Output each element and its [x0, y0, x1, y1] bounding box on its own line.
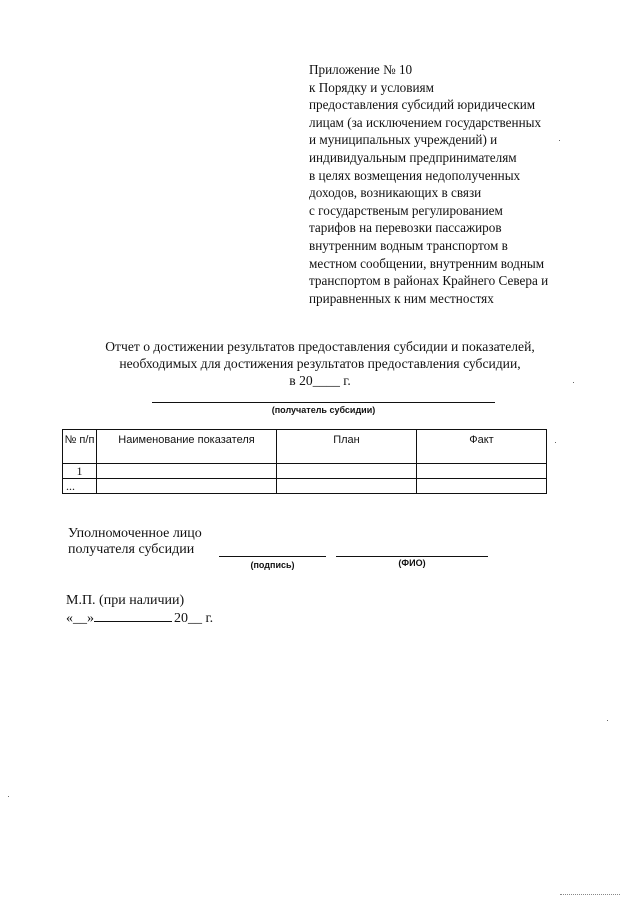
seal-label: М.П. (при наличии) — [66, 593, 185, 608]
recipient-caption: (получатель субсидии) — [271, 405, 376, 415]
scan-edge-mark — [560, 894, 620, 895]
authorized-person-line-2: получателя субсидии — [68, 542, 195, 558]
table-cell — [417, 479, 547, 494]
authorized-person-label — [68, 526, 202, 559]
report-title — [40, 338, 600, 390]
appendix-line: доходов, возникающих в связи — [309, 185, 482, 201]
table-cell — [277, 479, 417, 494]
table-cell — [97, 464, 277, 479]
appendix-line: местном сообщении, внутренним водным — [309, 255, 545, 271]
name-caption: (ФИО) — [398, 558, 426, 568]
appendix-line: внутренним водным транспортом в — [309, 237, 508, 253]
report-title-line-2: необходимых для достижения результатов предоставления субсидии, — [119, 356, 521, 372]
signature-caption: (подпись) — [250, 560, 295, 570]
signature-blank-line — [219, 556, 326, 557]
table-header-row — [63, 430, 547, 464]
table-cell — [277, 464, 417, 479]
table-row — [63, 464, 547, 479]
appendix-line: предоставления субсидий юридическим — [309, 97, 536, 113]
table-cell — [97, 479, 277, 494]
scan-speck — [555, 442, 556, 443]
appendix-line: транспортом в районах Крайнего Севера и — [309, 273, 549, 289]
table-cell: ... — [63, 479, 97, 494]
scan-speck — [559, 140, 560, 141]
date-month-blank — [94, 609, 172, 622]
appendix-line: к Порядку и условиям — [309, 79, 434, 95]
table-cell — [417, 464, 547, 479]
date-year: 20__ г. — [174, 611, 214, 626]
appendix-header — [309, 61, 609, 307]
indicators-table — [62, 429, 547, 494]
scan-speck — [607, 720, 608, 721]
recipient-blank-line — [152, 402, 495, 403]
table-cell: 1 — [63, 464, 97, 479]
authorized-person-line-1: Уполномоченное лицо — [68, 526, 202, 541]
appendix-line: с государственым регулированием — [309, 202, 503, 218]
appendix-line: индивидуальным предпринимателям — [309, 149, 517, 165]
seal-block — [66, 592, 213, 627]
scan-speck — [573, 382, 574, 383]
appendix-line: приравненных к ним местностях — [309, 290, 494, 306]
appendix-line: в целях возмещения недополученных — [309, 167, 521, 183]
appendix-line: и муниципальных учреждений) и — [309, 132, 498, 148]
date-day: «__» — [66, 611, 94, 626]
appendix-line: лицам (за исключением государственных — [309, 114, 542, 130]
report-title-line-1: Отчет о достижении результатов предоставления субсидии и показателей, — [105, 339, 535, 354]
header-plan: План — [277, 430, 417, 464]
appendix-line: тарифов на перевозки пассажиров — [309, 220, 502, 236]
header-indicator-name: Наименование показателя — [97, 430, 277, 464]
appendix-line: Приложение № 10 — [309, 62, 413, 77]
header-number: № п/п — [63, 430, 97, 464]
header-fact: Факт — [417, 430, 547, 464]
name-blank-line — [336, 556, 488, 557]
report-title-line-3: в 20____ г. — [289, 373, 351, 389]
table-row — [63, 479, 547, 494]
date-row — [66, 609, 213, 627]
scan-speck — [8, 796, 9, 797]
